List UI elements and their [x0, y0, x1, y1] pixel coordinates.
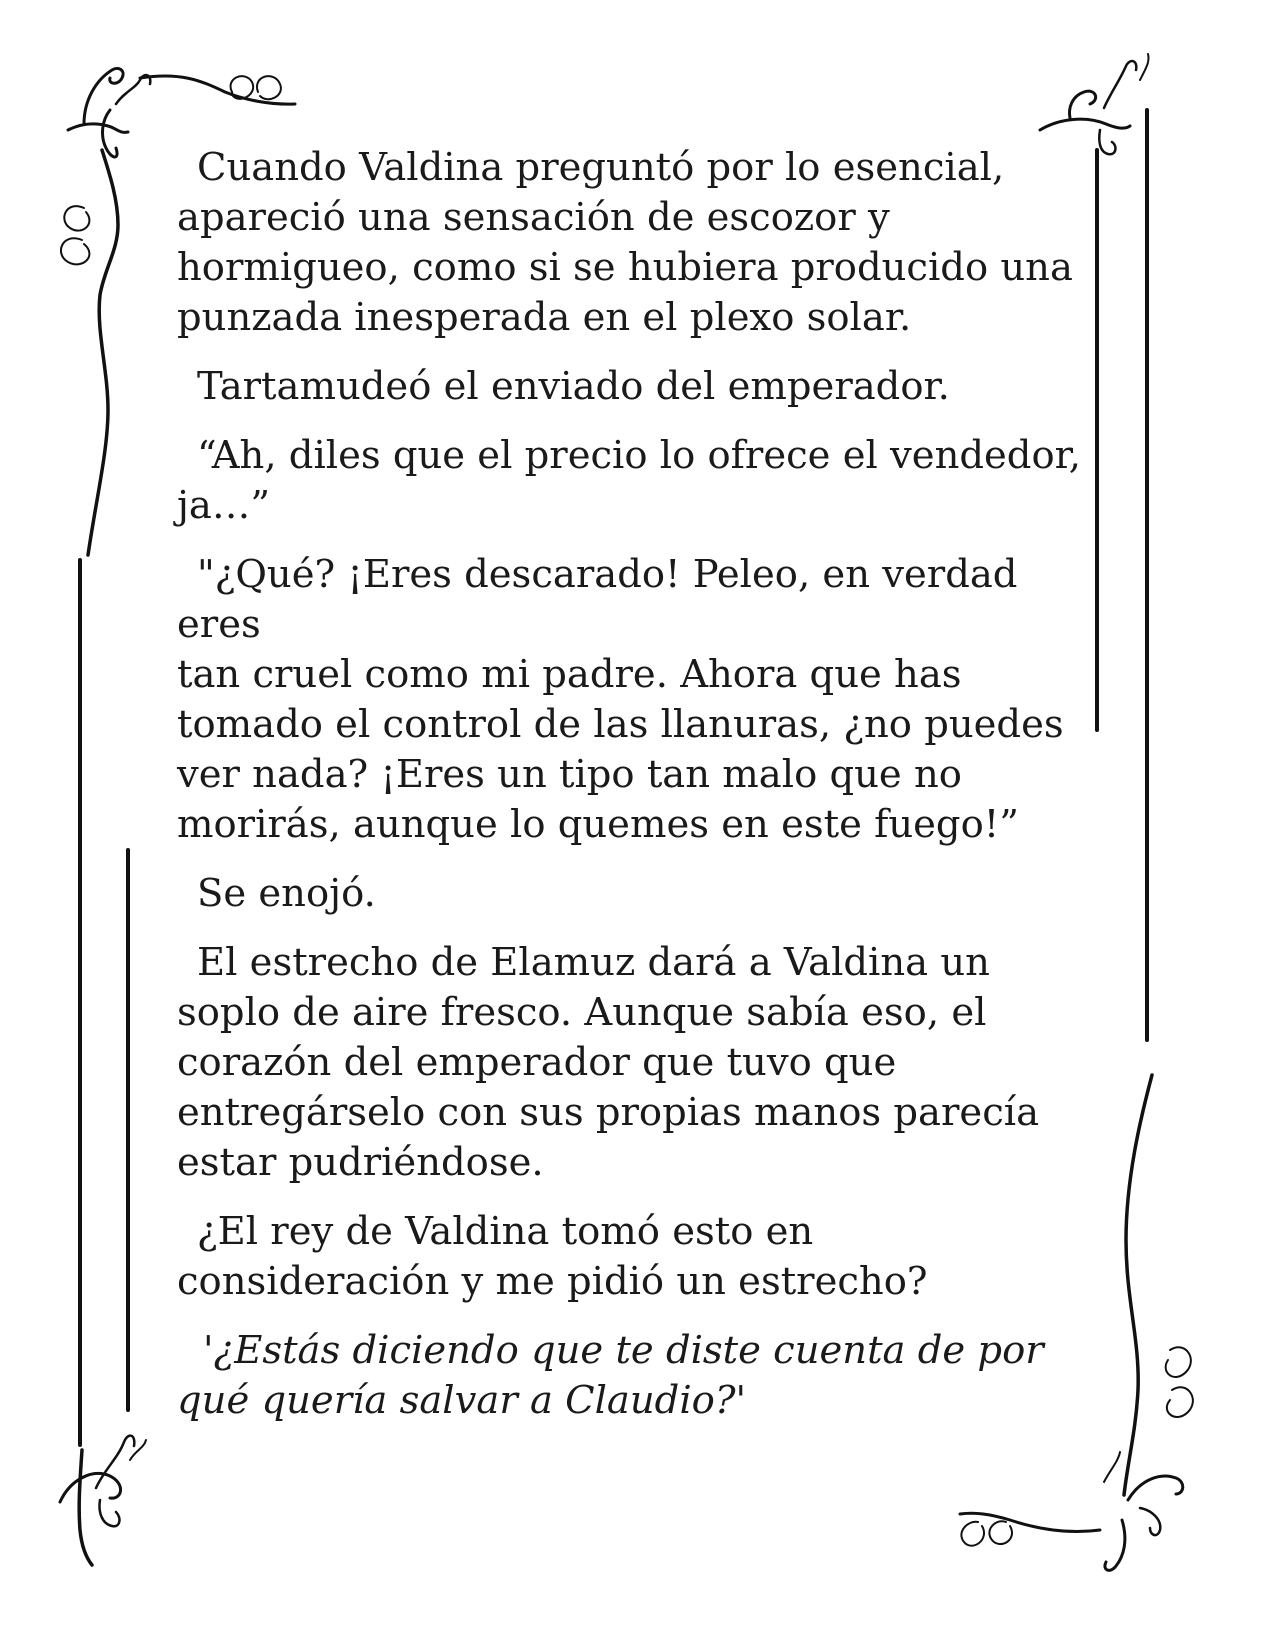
top-right-flourish-ornament: [1040, 54, 1149, 154]
paragraph-3: “Ah, diles que el precio lo ofrece el vendedor, ja…”: [177, 433, 1082, 528]
paragraph-6: El estrecho de Elamuz dará a Valdina un soplo de aire fresco. Aunque sabía eso, el corazón del emperador que tuvo que entregárselo con sus propias manos parecía estar pudriéndose.: [177, 940, 1040, 1185]
paragraph-5: Se enojó.: [197, 871, 376, 916]
paragraph-8-thought: '¿Estás diciendo que te diste cuenta de por qué quería salvar a Claudio?': [177, 1328, 1044, 1423]
paragraph-2: Tartamudeó el enviado del emperador.: [197, 364, 950, 409]
paragraph-1: Cuando Valdina preguntó por lo esencial, apareció una sensación de escozor y hormigueo, como si se hubiera producido una punzada inesperada en el plexo solar.: [177, 145, 1073, 340]
paragraph-4: "¿Qué? ¡Eres descarado! Peleo, en verdad eres tan cruel como mi padre. Ahora que has tomado el control de las llanuras, ¿no puedes ver nada? ¡Eres un tipo tan malo que no morirás, aunque lo quemes en este fuego!”: [177, 552, 1064, 847]
paragraph-7: ¿El rey de Valdina tomó esto en consideración y me pidió un estrecho?: [177, 1209, 928, 1304]
bottom-left-flourish-ornament: [60, 1436, 146, 1565]
story-text-block: [177, 143, 1097, 1445]
